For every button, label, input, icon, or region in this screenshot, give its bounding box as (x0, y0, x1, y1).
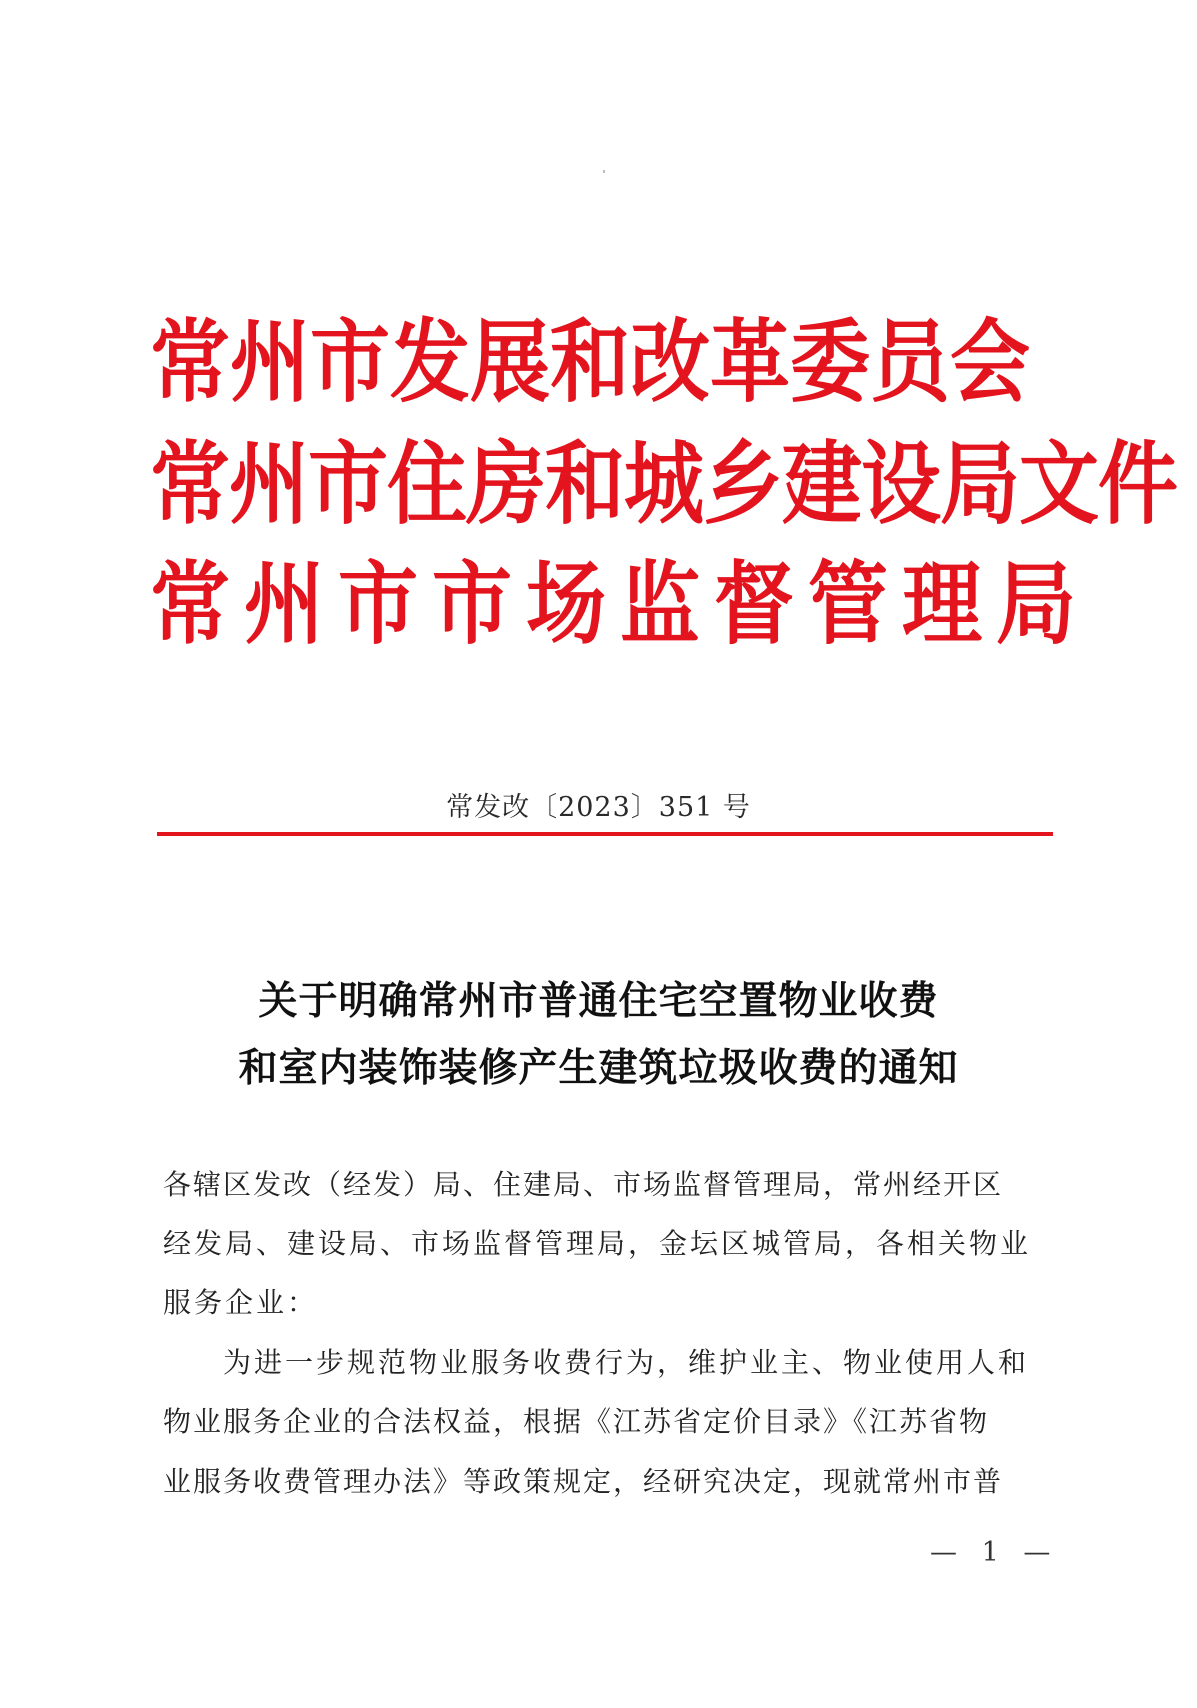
issuer-line-2: 常州市住房和城乡建设局文件 (150, 432, 1177, 537)
document-number: 常发改〔2023〕351 号 (446, 792, 751, 823)
recipients-line-1: 各辖区发改（经发）局、住建局、市场监督管理局，常州经开区 (163, 1168, 1004, 1201)
paragraph-line-1: 为进一步规范物业服务收费行为，维护业主、物业使用人和 (223, 1346, 1030, 1379)
recipients-line-2: 经发局、建设局、市场监督管理局，金坛区城管局，各相关物业 (163, 1227, 1032, 1260)
title-line-1: 关于明确常州市普通住宅空置物业收费 (258, 978, 939, 1024)
paragraph-line-3: 业服务收费管理办法》等政策规定，经研究决定，现就常州市普 (163, 1465, 1004, 1498)
page-number: — 1 — (930, 1537, 1059, 1568)
scan-speck (603, 170, 605, 173)
paragraph-line-2: 物业服务企业的合法权益，根据《江苏省定价目录》《江苏省物 (163, 1405, 990, 1438)
issuer-line-1: 常州市发展和改革委员会 (150, 310, 1030, 415)
issuer-line-3: 常州市市场监督管理局 (150, 552, 1090, 657)
title-line-2: 和室内装饰装修产生建筑垃圾收费的通知 (238, 1045, 959, 1091)
recipients-line-3: 服务企业： (163, 1286, 319, 1319)
red-separator-line (157, 832, 1053, 836)
